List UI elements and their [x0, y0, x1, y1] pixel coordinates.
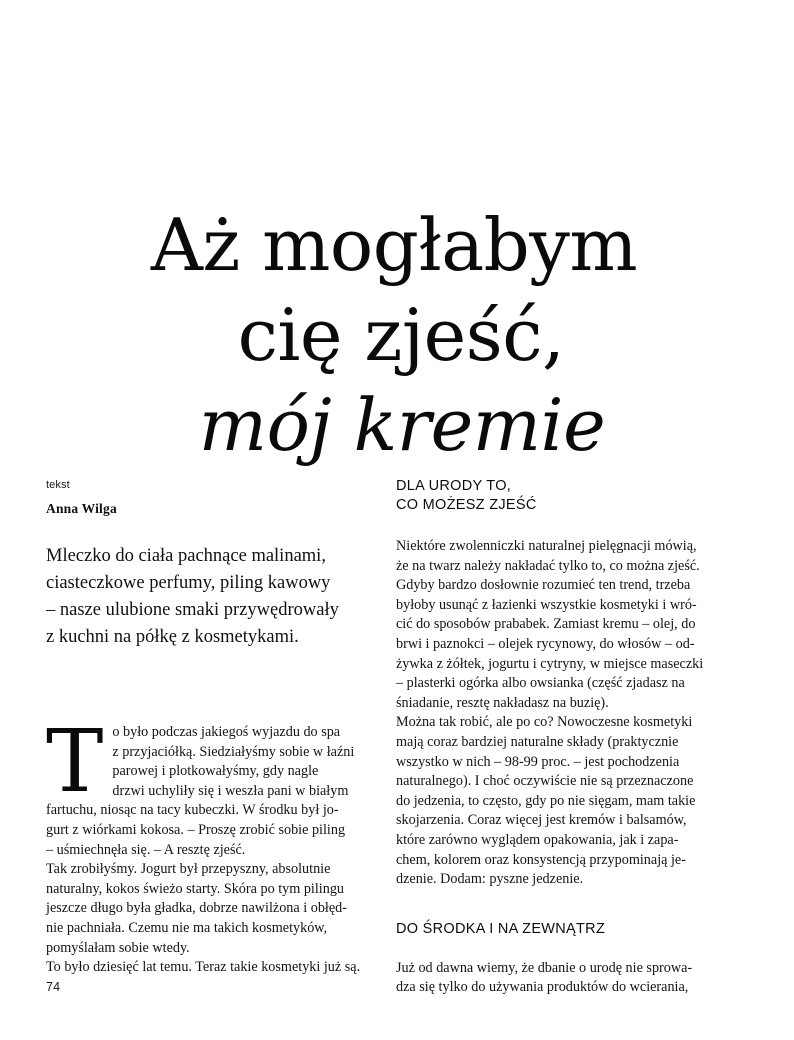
body-line: z przyjaciółką. Siedziałyśmy sobie w łaźni: [112, 743, 355, 760]
left-body-block: [46, 712, 366, 978]
headline-line-3: mój kremie: [198, 383, 606, 468]
body-line: chem, kolorem oraz konsystencją przypominają je-: [396, 851, 686, 868]
body-line: drzwi uchyliły się i weszła pani w białym: [112, 782, 349, 799]
body-line: nie pachniała. Czemu nie ma takich kosmetyków,: [46, 919, 328, 936]
body-line: wszystko w nich – 98-99 proc. – jest pochodzenia: [396, 753, 680, 770]
right-paragraph-1: [396, 537, 716, 890]
body-line: żywka z żółtek, jogurtu i cytryny, w miejsce maseczki: [396, 655, 704, 672]
body-line: To było dziesięć lat temu. Teraz takie kosmetyki już są.: [46, 959, 361, 976]
body-line: pomyślałam sobie wtedy.: [46, 939, 190, 956]
left-intro-paragraph: [112, 723, 366, 801]
left-body-paragraph: [46, 801, 366, 977]
body-line: brwi i paznokci – olejek rycynowy, do włosów – od-: [396, 635, 695, 652]
body-line: że na twarz należy nakładać tylko to, co można zjeść.: [396, 557, 700, 574]
body-line: – uśmiechnęła się. – A resztę zjeść.: [46, 841, 246, 858]
lead-line: z kuchni na półkę z kosmetykami.: [46, 627, 299, 647]
body-line: Już od dawna wiemy, że dbanie o urodę nie sprowa-: [396, 959, 693, 976]
lead-line: ciasteczkowe perfumy, piling kawowy: [46, 573, 331, 593]
body-line: naturalny, kokos świeżo starty. Skóra po tym pilingu: [46, 880, 345, 897]
right-paragraph-2: [396, 959, 716, 998]
body-line: dzenie. Dodam: pyszne jedzenie.: [396, 871, 584, 888]
section-heading-line: CO MOŻESZ ZJEŚĆ: [396, 497, 537, 513]
byline-label: tekst: [46, 479, 70, 491]
body-line: mają coraz bardziej naturalne składy (praktycznie: [396, 733, 679, 750]
article-headline: [47, 200, 747, 470]
lead-line: Mleczko do ciała pachnące malinami,: [46, 546, 326, 566]
body-line: fartuchu, niosąc na tacy kubeczki. W środku był jo-: [46, 802, 339, 819]
body-line: naturalnego). I choć oczywiście nie są przeznaczone: [396, 773, 694, 790]
page-number: 74: [46, 980, 61, 994]
body-line: gurt z wiórkami kokosa. – Proszę zrobić sobie piling: [46, 821, 346, 838]
body-line: cić do sposobów prababek. Zamiast kremu – olej, do: [396, 616, 696, 633]
drop-cap: T: [46, 712, 104, 812]
right-column: [396, 477, 716, 998]
left-column: [46, 477, 366, 978]
section-heading-line: DO ŚRODKA I NA ZEWNĄTRZ: [396, 920, 606, 937]
body-line: które zarówno wyglądem opakowania, jak i zapa-: [396, 831, 679, 848]
body-line: o było podczas jakiegoś wyjazdu do spa: [112, 724, 341, 740]
body-line: dza się tylko do używania produktów do wcierania,: [396, 979, 689, 996]
section-heading-2: [396, 920, 716, 939]
body-line: parowej i plotkowałyśmy, gdy nagle: [112, 763, 319, 780]
body-line: byłoby usunąć z łazienki wszystkie kosmetyki i wró-: [396, 596, 697, 613]
section-heading-line: DLA URODY TO,: [396, 478, 512, 494]
body-line: – plasterki ogórka albo owsianka (część zjadasz na: [396, 675, 685, 692]
lead-line: – nasze ulubione smaki przywędrowały: [46, 600, 339, 620]
body-line: skojarzenia. Coraz więcej jest kremów i balsamów,: [396, 812, 687, 829]
headline-line-2: cię zjeść,: [237, 293, 565, 378]
body-line: śniadanie, resztę nakładasz na buzię).: [396, 694, 609, 711]
byline-author: Anna Wilga: [46, 501, 117, 516]
lead-paragraph: [46, 543, 366, 651]
section-heading-1: [396, 477, 716, 515]
body-line: Można tak robić, ale po co? Nowoczesne kosmetyki: [396, 714, 693, 731]
body-line: jeszcze długo była gładka, dobrze nawilżona i obłęd-: [46, 900, 347, 917]
headline-line-1: Aż mogłabym: [150, 203, 638, 288]
body-line: Gdyby bardzo dosłownie rozumieć ten trend, trzeba: [396, 577, 691, 594]
body-line: do jedzenia, to często, gdy po nie sięgam, mam takie: [396, 792, 696, 809]
body-line: Tak zrobiłyśmy. Jogurt był przepyszny, absolutnie: [46, 861, 331, 878]
body-line: Niektóre zwolenniczki naturalnej pielęgnacji mówią,: [396, 538, 697, 554]
